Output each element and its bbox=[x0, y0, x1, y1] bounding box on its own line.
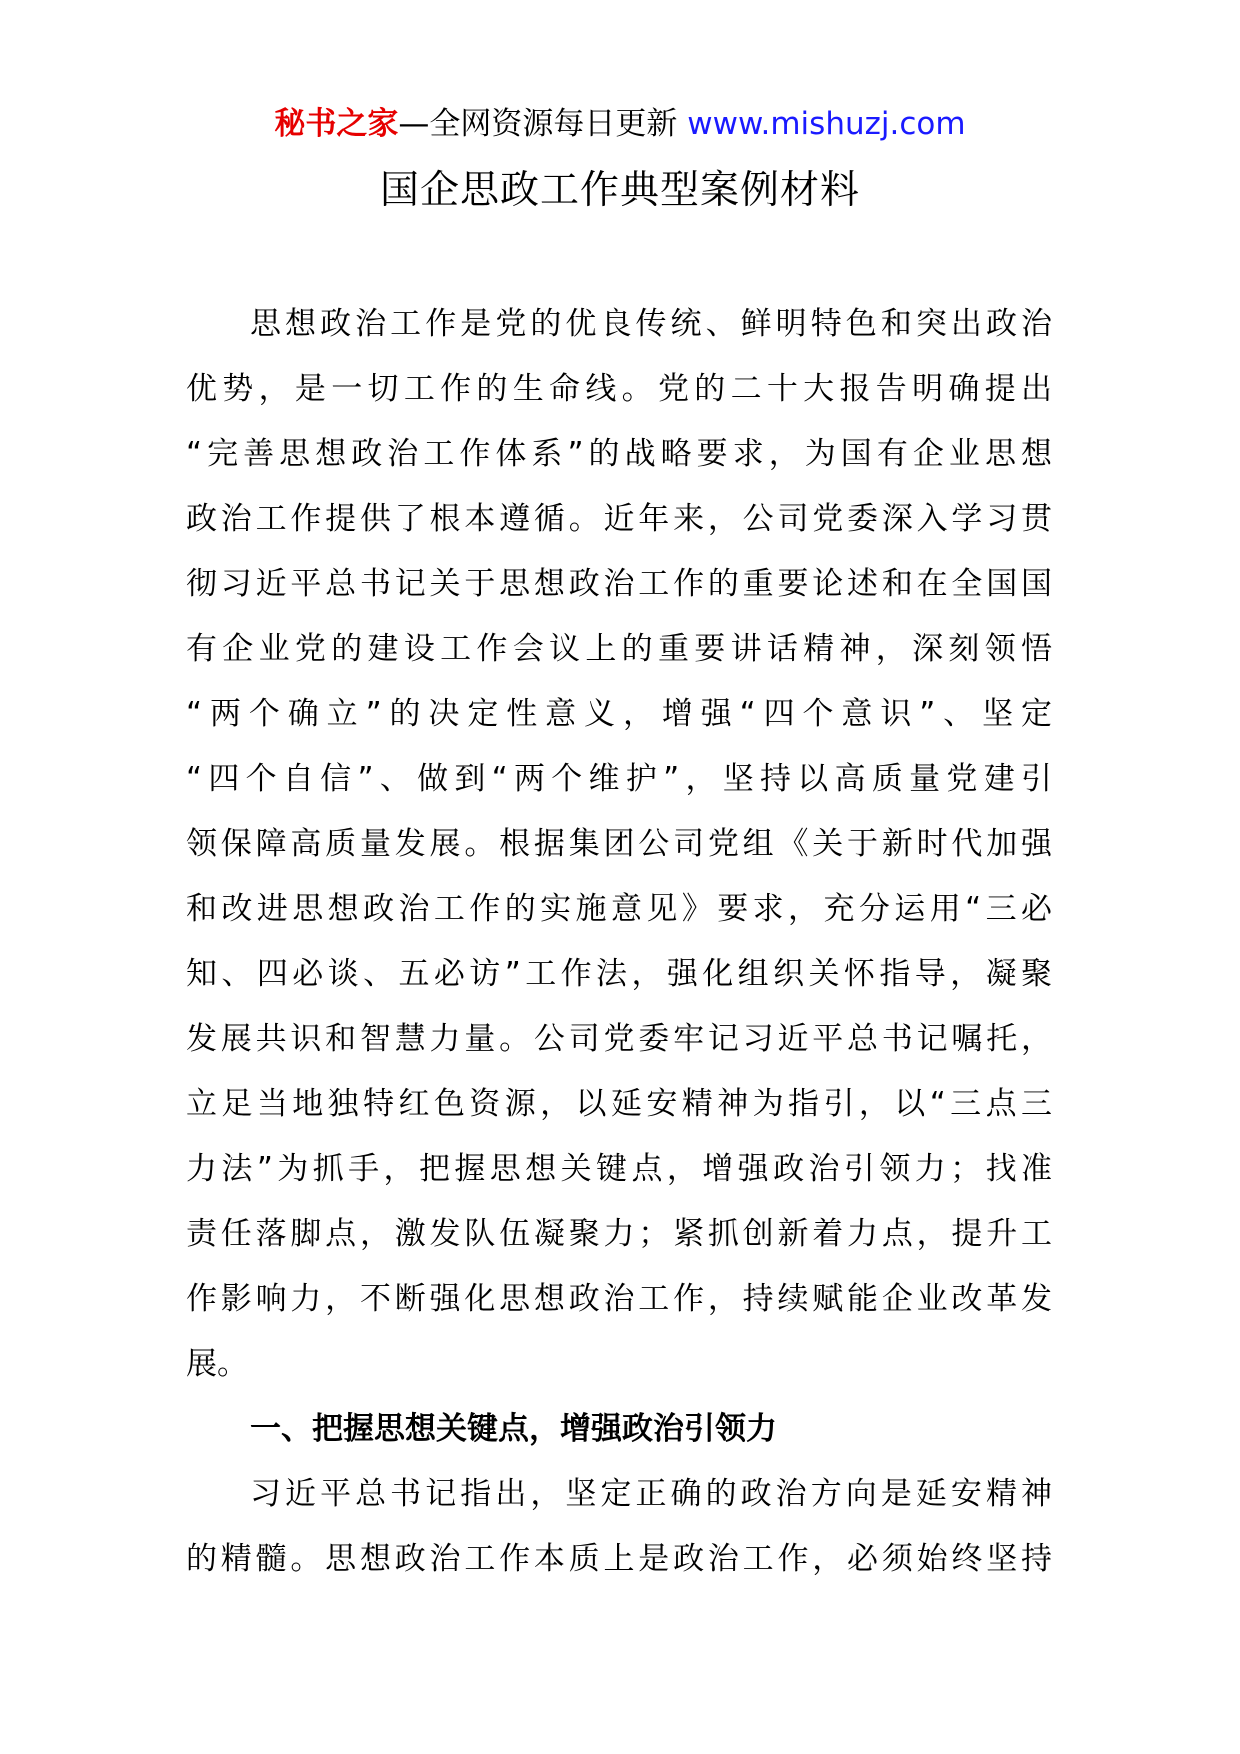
text-line: “四个自信”、做到“两个维护”，坚持以高质量党建引 bbox=[186, 761, 1052, 797]
text-line: 责任落脚点，激发队伍凝聚力；紧抓创新着力点，提升工 bbox=[186, 1216, 1052, 1252]
text-line: 作影响力，不断强化思想政治工作，持续赋能企业改革发 bbox=[186, 1281, 1052, 1317]
document-title: 国企思政工作典型案例材料 bbox=[379, 168, 860, 213]
header-tagline: —全网资源每日更新 bbox=[398, 106, 688, 142]
intro-paragraph bbox=[186, 292, 1052, 1397]
document-body bbox=[186, 292, 1052, 1592]
text-line: 的精髓。思想政治工作本质上是政治工作，必须始终坚持 bbox=[186, 1541, 1052, 1577]
text-line: 政治工作提供了根本遵循。近年来，公司党委深入学习贯 bbox=[186, 501, 1052, 537]
text-line: 优势，是一切工作的生命线。党的二十大报告明确提出 bbox=[186, 371, 1052, 407]
brand-name: 秘书之家 bbox=[274, 106, 399, 142]
section-heading: 一、把握思想关键点，增强政治引领力 bbox=[250, 1411, 777, 1447]
text-line: 有企业党的建设工作会议上的重要讲话精神，深刻领悟 bbox=[186, 631, 1052, 667]
text-line: 和改进思想政治工作的实施意见》要求，充分运用“三必 bbox=[186, 891, 1052, 927]
text-line: “两个确立”的决定性意义，增强“四个意识”、坚定 bbox=[186, 696, 1052, 732]
text-line: 彻习近平总书记关于思想政治工作的重要论述和在全国国 bbox=[186, 566, 1052, 602]
text-line: 力法”为抓手，把握思想关键点，增强政治引领力；找准 bbox=[186, 1151, 1052, 1187]
text-line: 立足当地独特红色资源，以延安精神为指引，以“三点三 bbox=[186, 1086, 1052, 1122]
text-line: 领保障高质量发展。根据集团公司党组《关于新时代加强 bbox=[186, 826, 1052, 862]
site-url[interactable]: www.mishuzj.com bbox=[687, 106, 966, 142]
site-header bbox=[0, 102, 1240, 146]
text-line: 发展共识和智慧力量。公司党委牢记习近平总书记嘱托， bbox=[186, 1021, 1052, 1057]
text-line: 展。 bbox=[186, 1346, 248, 1382]
text-line: “完善思想政治工作体系”的战略要求，为国有企业思想 bbox=[186, 436, 1052, 472]
text-line: 思想政治工作是党的优良传统、鲜明特色和突出政治 bbox=[250, 306, 1052, 342]
text-line: 习近平总书记指出，坚定正确的政治方向是延安精神 bbox=[250, 1476, 1052, 1512]
section-paragraph bbox=[186, 1462, 1052, 1592]
text-line: 知、四必谈、五必访”工作法，强化组织关怀指导，凝聚 bbox=[186, 956, 1052, 992]
